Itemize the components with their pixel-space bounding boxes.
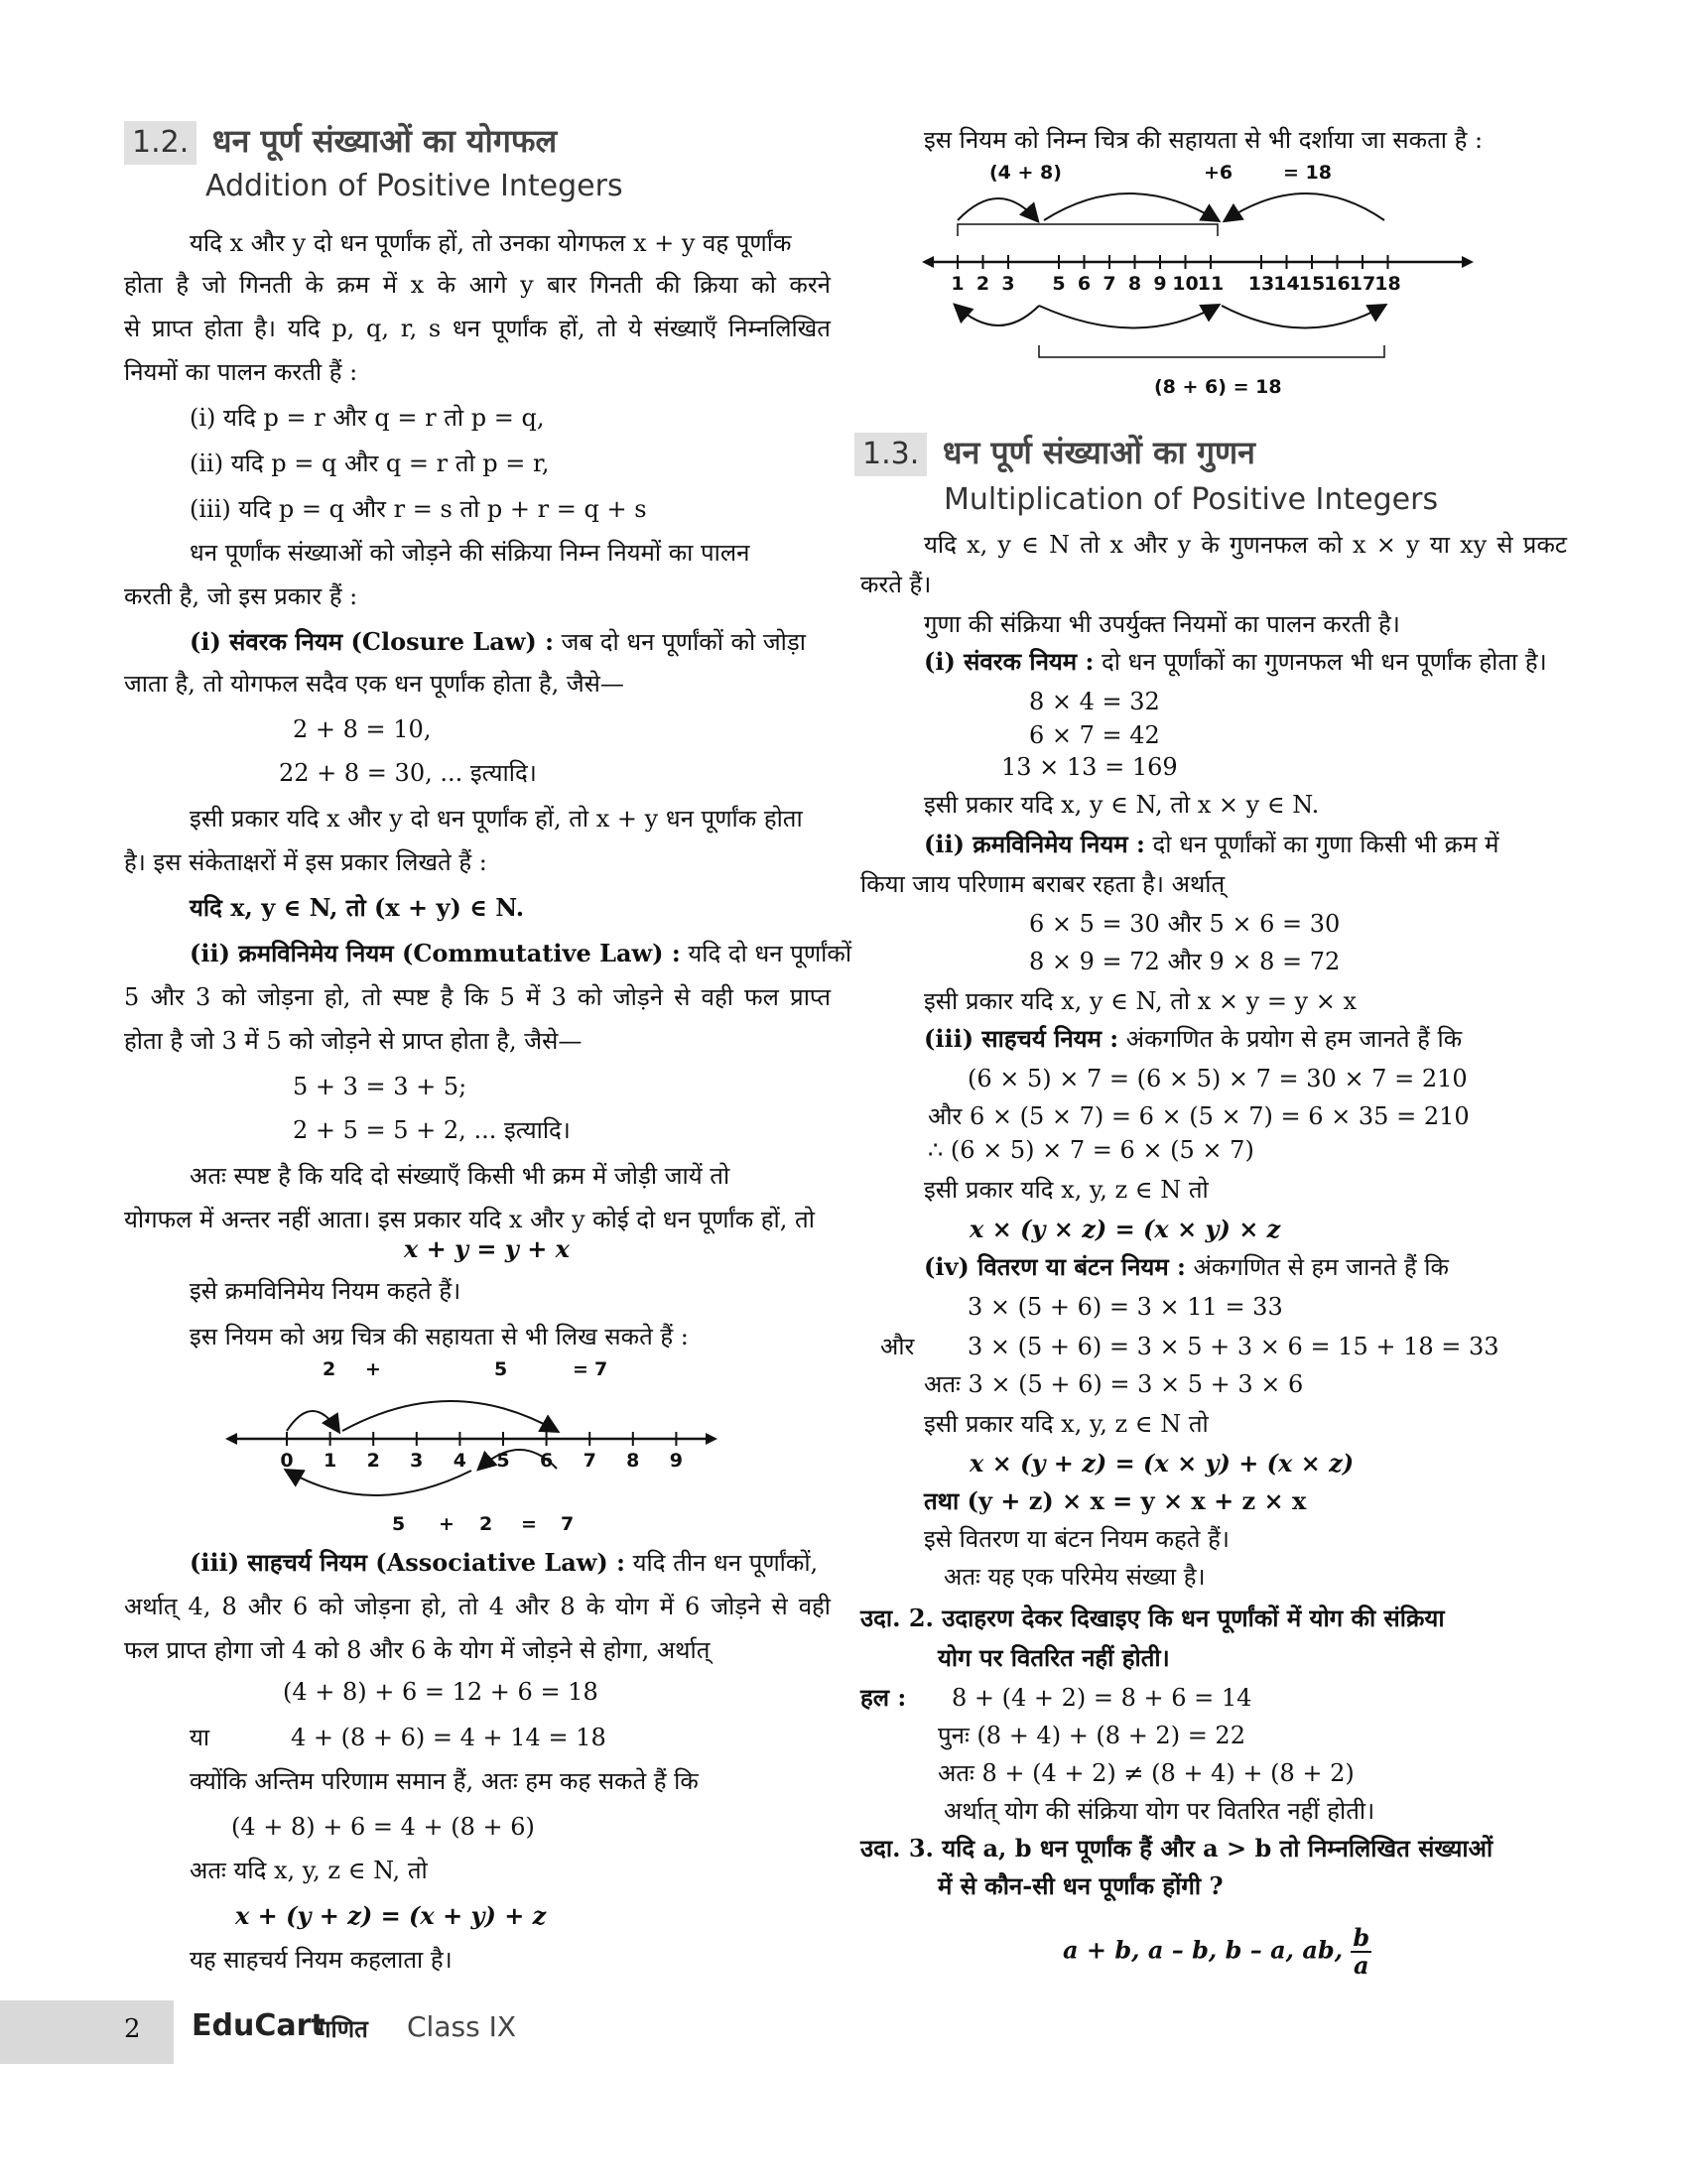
- example-3-question: उदा. 3. यदि a, b धन पूर्णांक हैं और a > b तो निम्नलिखित संख्याओं: [860, 1834, 1493, 1863]
- section-number: 1.2.: [124, 121, 196, 165]
- mult-associative-heading: (iii) साहचर्य नियम :: [924, 1024, 1119, 1053]
- commutative-law-line: [190, 937, 852, 970]
- mult-commutative-line: [924, 828, 1567, 861]
- page-number: 2: [124, 2014, 141, 2044]
- equation: 3 × (5 + 6) = 3 × 5 + 3 × 6 = 15 + 18 = 33: [968, 1333, 1499, 1360]
- solution-label: हल :: [860, 1683, 907, 1712]
- paragraph-line: 5 और 3 को जोड़ना हो, तो स्पष्ट है कि 5 में 3 को जोड़ने से वही फल प्राप्त: [124, 983, 831, 1011]
- fig2-jump-arrow: [1222, 306, 1384, 328]
- fig1-bottom-label: 5: [392, 1513, 406, 1535]
- equation: और 6 × (5 × 7) = 6 × (5 × 7) = 6 × 35 = 210: [928, 1102, 1470, 1130]
- paragraph-line: से प्राप्त होता है। यदि p, q, r, s धन पूर्णांक हों, तो ये संख्याएँ निम्नलिखित: [124, 315, 831, 342]
- example-2-question: उदा. 2. उदाहरण देकर दिखाइए कि धन पूर्णांकों में योग की संक्रिया: [860, 1604, 1445, 1632]
- fig2-bracket-top: [958, 224, 1218, 236]
- tick-label: 5: [496, 1450, 510, 1472]
- mult-closure-line: [924, 645, 1567, 679]
- fig2-jump-arrow: [1044, 193, 1218, 220]
- tick-label: 2: [366, 1450, 380, 1472]
- paragraph-line: किया जाय परिणाम बराबर रहता है। अर्थात्: [860, 870, 1226, 898]
- tick-label: 17: [1349, 273, 1376, 295]
- fig1-bottom-label: 7: [561, 1513, 575, 1535]
- tick-label: 10: [1172, 273, 1199, 295]
- solution-step: अतः 8 + (4 + 2) ≠ (8 + 4) + (8 + 2): [938, 1759, 1355, 1787]
- distributive-law-text: अंकगणित से हम जानते हैं कि: [1193, 1253, 1449, 1281]
- class-label: Class IX: [407, 2010, 517, 2043]
- paragraph-line: योगफल में अन्तर नहीं आता। इस प्रकार यदि x और y कोई दो धन पूर्णांक हों, तो: [124, 1206, 815, 1233]
- fig1-top-label: 2: [323, 1358, 336, 1380]
- mult-commutative-general: इसी प्रकार यदि x, y ∈ N, तो x × y = y × x: [924, 987, 1358, 1015]
- fig2-jump-arrow: [956, 306, 1039, 325]
- mult-closure-heading: (i) संवरक नियम :: [924, 647, 1095, 676]
- distributive-formula: तथा (y + z) × x = y × x + z × x: [924, 1486, 1307, 1515]
- fig2-jump-arrow: [1226, 193, 1384, 220]
- fraction-numerator: b: [1353, 1923, 1370, 1952]
- and-label: और: [880, 1333, 915, 1360]
- fig1-left-arrow: [225, 1433, 237, 1445]
- equation: (6 × 5) × 7 = (6 × 5) × 7 = 30 × 7 = 210: [968, 1065, 1468, 1092]
- fig1-jump-arrow: [287, 1411, 338, 1431]
- fig1-bottom-label: +: [439, 1513, 454, 1535]
- number-line-figure-1: [223, 1351, 719, 1540]
- tick-label: 3: [410, 1450, 424, 1472]
- tick-label: 8: [1127, 273, 1142, 295]
- paragraph-line: इसी प्रकार यदि x और y दो धन पूर्णांक हों, तो x + y धन पूर्णांक होता: [190, 805, 803, 833]
- equation: ∴ (6 × 5) × 7 = 6 × (5 × 7): [928, 1136, 1254, 1164]
- fig2-left-arrow: [922, 256, 934, 268]
- section-1-2-heading: [124, 119, 831, 165]
- equation: 2 + 5 = 5 + 2, ... इत्यादि।: [293, 1116, 571, 1144]
- equation: 8 × 4 = 32: [1029, 688, 1160, 715]
- mult-commutative-text: दो धन पूर्णांकों का गुणा किसी भी क्रम में: [1152, 831, 1499, 858]
- tick-label: 16: [1324, 273, 1351, 295]
- rule-item: (i) यदि p = r और q = r तो p = q,: [190, 404, 545, 432]
- mult-closure-text: दो धन पूर्णांकों का गुणनफल भी धन पूर्णांक होता है।: [1102, 648, 1547, 676]
- paragraph-line: होता है जो 3 में 5 को जोड़ने से प्राप्त होता है, जैसे—: [124, 1027, 583, 1055]
- commutative-name: इसे क्रमविनिमेय नियम कहते हैं।: [190, 1277, 461, 1305]
- tick-label: 18: [1374, 273, 1401, 295]
- tick-label: 9: [1153, 273, 1167, 295]
- equation: 4 + (8 + 6) = 4 + 14 = 18: [291, 1724, 606, 1751]
- distributive-general: इसी प्रकार यदि x, y, z ∈ N तो: [924, 1410, 1209, 1438]
- tick-label: 11: [1197, 273, 1225, 295]
- section-1-3-heading: [854, 431, 1567, 476]
- tick-label: 9: [669, 1450, 684, 1472]
- solution-step: 8 + (4 + 2) = 8 + 6 = 14: [952, 1684, 1252, 1712]
- paragraph-line: फल प्राप्त होगा जो 4 को 8 और 6 के योग में जोड़ने से होगा, अर्थात्: [124, 1636, 711, 1664]
- equation: (4 + 8) + 6 = 4 + (8 + 6): [231, 1813, 535, 1841]
- fig2-top-label: +6: [1204, 162, 1234, 184]
- fig2-top-label: = 18: [1283, 162, 1332, 184]
- tick-label: 3: [1001, 273, 1015, 295]
- section-number: 1.3.: [854, 433, 927, 476]
- section-title-english: Multiplication of Positive Integers: [944, 482, 1439, 517]
- tick-label: 15: [1298, 273, 1326, 295]
- paragraph-line: होता है जो गिनती के क्रम में x के आगे y बार गिनती की क्रिया को करने: [124, 271, 831, 299]
- distributive-law-heading: (iv) वितरण या बंटन नियम :: [924, 1252, 1186, 1281]
- mult-commutative-heading: (ii) क्रमविनिमेय नियम :: [924, 830, 1145, 858]
- paragraph-line: क्योंकि अन्तिम परिणाम समान हैं, अतः हम कह सकते हैं कि: [190, 1767, 699, 1795]
- paragraph-line: यदि x, y ∈ N तो x और y के गुणनफल को x × y या xy से प्रकट: [924, 531, 1567, 559]
- associative-law-text: यदि तीन धन पूर्णांकों,: [632, 1549, 819, 1577]
- fig1-bottom-label: 2: [479, 1513, 493, 1535]
- fig2-bracket-bottom: [1039, 345, 1384, 357]
- equation: 5 + 3 = 3 + 5;: [293, 1073, 467, 1100]
- equation: 6 × 5 = 30 और 5 × 6 = 30: [1029, 910, 1341, 938]
- fig1-bottom-label: =: [521, 1513, 537, 1535]
- number-line-2-svg: [920, 157, 1476, 405]
- tick-label: 6: [1077, 273, 1092, 295]
- paragraph-line: अर्थात् 4, 8 और 6 को जोड़ना हो, तो 4 और 8 के योग में 6 जोड़ने से वही: [124, 1593, 831, 1620]
- solution-step: पुनः (8 + 4) + (8 + 2) = 22: [938, 1722, 1245, 1749]
- equation: अतः 3 × (5 + 6) = 3 × 5 + 3 × 6: [924, 1370, 1304, 1398]
- mult-associative-formula: x × (y × z) = (x × y) × z: [970, 1215, 1281, 1243]
- section-title-english: Addition of Positive Integers: [205, 169, 623, 203]
- number-line-figure-2: [920, 157, 1476, 405]
- tick-label: 1: [323, 1450, 337, 1472]
- footer-band: [0, 2000, 174, 2064]
- tick-label: 2: [975, 273, 990, 295]
- paragraph-line: है। इस संकेताक्षरों में इस प्रकार लिखते हैं :: [124, 848, 487, 876]
- paragraph-line: अतः स्पष्ट है कि यदि दो संख्याएँ किसी भी क्रम में जोड़ी जायें तो: [190, 1162, 730, 1190]
- fig1-top-label: 7: [594, 1358, 608, 1380]
- mult-closure-general: इसी प्रकार यदि x, y ∈ N, तो x × y ∈ N.: [924, 791, 1320, 819]
- fig2-jump-arrow: [958, 198, 1037, 220]
- number-line-1-svg: [223, 1351, 719, 1540]
- tick-label: 7: [583, 1450, 596, 1472]
- paragraph-line: यदि x और y दो धन पूर्णांक हों, तो उनका योगफल x + y वह पूर्णांक: [190, 229, 792, 257]
- fig2-bottom-label: (8 + 6) = 18: [1154, 376, 1282, 398]
- paragraph-line: करती है, जो इस प्रकार हैं :: [124, 582, 358, 610]
- associative-name: यह साहचर्य नियम कहलाता है।: [190, 1946, 453, 1974]
- fig2-jump-arrow: [1039, 306, 1218, 328]
- associative-law-heading: (iii) साहचर्य नियम (Associative Law) :: [190, 1548, 625, 1577]
- equation: 13 × 13 = 169: [1001, 753, 1178, 781]
- mult-associative-general: इसी प्रकार यदि x, y, z ∈ N तो: [924, 1176, 1209, 1204]
- tick-label: 13: [1247, 273, 1275, 295]
- tick-label: 4: [453, 1450, 467, 1472]
- closure-formula: यदि x, y ∈ N, तो (x + y) ∈ N.: [190, 893, 525, 922]
- solution-step: अर्थात् योग की संक्रिया योग पर वितरित नहीं होती।: [944, 1797, 1375, 1825]
- subject-label: गणित: [318, 2015, 368, 2043]
- commutative-formula: x + y = y + x: [404, 1234, 570, 1263]
- tick-label: 6: [539, 1450, 554, 1472]
- fig1-top-label: =: [573, 1358, 588, 1380]
- fig1-jump-arrow: [287, 1471, 471, 1495]
- commutative-law-text: यदि दो धन पूर्णांकों: [688, 940, 852, 967]
- mult-associative-text: अंकगणित के प्रयोग से हम जानते हैं कि: [1125, 1025, 1463, 1053]
- fig2-top-label: (4 + 8): [989, 162, 1062, 184]
- fig1-right-arrow: [706, 1433, 717, 1445]
- figure-intro: इस नियम को अग्र चित्र की सहायता से भी लिख सकते हैं :: [190, 1323, 689, 1350]
- tick-label: 14: [1273, 273, 1300, 295]
- equation: 6 × 7 = 42: [1029, 721, 1160, 749]
- closure-law-heading: (i) संवरक नियम (Closure Law) :: [190, 627, 554, 656]
- paragraph-line: गुणा की संक्रिया भी उपर्युक्त नियमों का पालन करती है।: [924, 610, 1400, 638]
- tick-label: 5: [1052, 273, 1066, 295]
- closure-law-line: [190, 625, 831, 659]
- distributive-note: अतः यह एक परिमेय संख्या है।: [944, 1563, 1206, 1591]
- mult-associative-line: [924, 1022, 1567, 1056]
- example-3-expression: [1063, 1925, 1567, 1979]
- paragraph-line: नियमों का पालन करती हैं :: [124, 358, 358, 386]
- example-3-expression-text: a + b, a – b, b – a, ab,: [1063, 1935, 1344, 1965]
- equation: 2 + 8 = 10,: [293, 715, 432, 743]
- fraction-b-over-a: [1351, 1925, 1371, 1979]
- distributive-name: इसे वितरण या बंटन नियम कहते हैं।: [924, 1525, 1230, 1553]
- associative-law-line: [190, 1546, 831, 1580]
- section-title-hindi: धन पूर्ण संख्याओं का योगफल: [211, 122, 558, 160]
- fig2-right-arrow: [1462, 256, 1474, 268]
- rule-item: (iii) यदि p = q और r = s तो p + r = q + s: [190, 495, 647, 523]
- brand-logo: EduCart: [192, 2008, 325, 2043]
- distributive-formula: x × (y + z) = (x × y) + (x × z): [970, 1449, 1355, 1477]
- equation: (4 + 8) + 6 = 12 + 6 = 18: [283, 1678, 598, 1706]
- fig1-top-label: +: [365, 1358, 381, 1380]
- paragraph-line: करते हैं।: [860, 571, 932, 598]
- tick-label: 8: [626, 1450, 640, 1472]
- paragraph-line: जाता है, तो योगफल सदैव एक धन पूर्णांक होता है, जैसे—: [124, 670, 624, 698]
- paragraph-line: अतः यदि x, y, z ∈ N, तो: [190, 1857, 428, 1884]
- associative-formula: x + (y + z) = (x + y) + z: [235, 1901, 547, 1930]
- distributive-law-line: [924, 1250, 1567, 1284]
- example-3-question: में से कौन-सी धन पूर्णांक होंगी ?: [938, 1871, 1224, 1900]
- equation: 22 + 8 = 30, ... इत्यादि।: [279, 759, 537, 787]
- closure-law-text: जब दो धन पूर्णांकों को जोड़ा: [561, 628, 806, 656]
- fig1-top-label: 5: [494, 1358, 508, 1380]
- fraction-denominator: a: [1354, 1951, 1369, 1980]
- example-2-question: योग पर वितरित नहीं होती।: [938, 1643, 1170, 1672]
- tick-label: 1: [951, 273, 965, 295]
- equation: 8 × 9 = 72 और 9 × 8 = 72: [1029, 948, 1341, 975]
- paragraph-line: धन पूर्णांक संख्याओं को जोड़ने की संक्रिया निम्न नियमों का पालन: [190, 539, 750, 567]
- section-title-hindi: धन पूर्ण संख्याओं का गुणन: [942, 434, 1255, 471]
- fig1-jump-arrow: [342, 1401, 557, 1431]
- or-label: या: [190, 1724, 210, 1751]
- equation: 3 × (5 + 6) = 3 × 11 = 33: [968, 1293, 1283, 1321]
- commutative-law-heading: (ii) क्रमविनिमेय नियम (Commutative Law) :: [190, 939, 681, 967]
- rule-item: (ii) यदि p = q और q = r तो p = r,: [190, 450, 550, 477]
- tick-label: 7: [1103, 273, 1116, 295]
- tick-label: 0: [280, 1450, 294, 1472]
- figure-intro: इस नियम को निम्न चित्र की सहायता से भी दर्शाया जा सकता है :: [924, 126, 1484, 154]
